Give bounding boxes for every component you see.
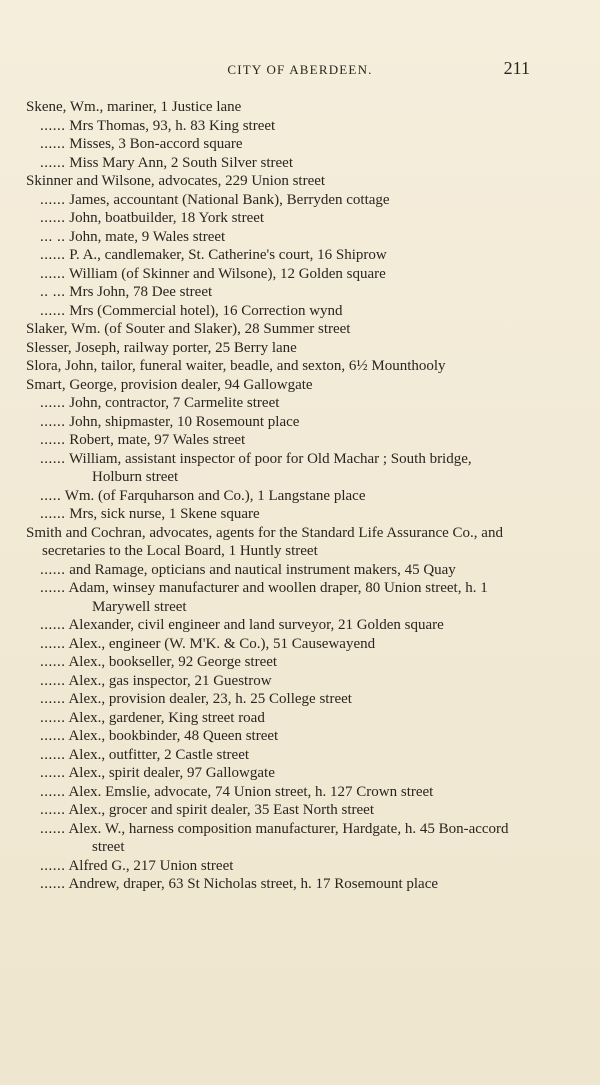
- ditto-leader: ......: [40, 672, 66, 689]
- directory-subentry: [26, 154, 516, 173]
- directory-subentry: [26, 135, 516, 154]
- directory-entry: [26, 339, 516, 358]
- ditto-leader: ......: [40, 117, 66, 134]
- directory-entry: [26, 320, 516, 339]
- directory-entry: [26, 524, 516, 561]
- ditto-leader: ......: [40, 450, 66, 467]
- entry-text: P. A., candlemaker, St. Catherine's court, 16 Shiprow: [69, 247, 387, 263]
- directory-subentry: [26, 561, 516, 580]
- directory-subentry: [26, 487, 516, 506]
- directory-subentry: [26, 764, 516, 783]
- entry-text: Robert, mate, 97 Wales street: [69, 432, 246, 448]
- ditto-leader: ......: [40, 728, 66, 744]
- directory-subentry: [26, 413, 516, 432]
- running-title: CITY OF ABERDEEN.: [227, 62, 373, 77]
- directory-subentry: [26, 820, 516, 857]
- entry-text: Adam, winsey manufacturer and woollen draper, 80 Union street, h. 1 Marywell street: [68, 580, 488, 615]
- entry-text: John, contractor, 7 Carmelite street: [69, 395, 280, 411]
- directory-subentry: [26, 690, 516, 709]
- directory-subentry: [26, 246, 516, 265]
- entry-text: Mrs John, 78 Dee street: [69, 284, 213, 300]
- directory-subentry: [26, 801, 516, 820]
- directory-subentry: [26, 616, 516, 635]
- entry-text: Andrew, draper, 63 St Nicholas street, h. 17 Rosemount place: [68, 876, 439, 892]
- entry-text: Skinner and Wilsone, advocates, 229 Union street: [26, 173, 326, 189]
- ditto-leader: ......: [40, 506, 66, 522]
- entry-text: Alex., engineer (W. M'K. & Co.), 51 Causewayend: [68, 635, 376, 652]
- directory-subentry: [26, 450, 516, 487]
- directory-entries: [26, 98, 516, 894]
- entry-text: Miss Mary Ann, 2 South Silver street: [69, 154, 293, 171]
- ditto-leader: ......: [40, 876, 66, 892]
- entry-text: John, boatbuilder, 18 York street: [69, 210, 265, 226]
- entry-text: James, accountant (National Bank), Berryden cottage: [69, 191, 390, 208]
- directory-subentry: [26, 302, 516, 321]
- entry-text: Alex., provision dealer, 23, h. 25 College street: [68, 691, 352, 707]
- ditto-leader: ......: [40, 154, 66, 171]
- directory-subentry: [26, 635, 516, 654]
- ditto-leader: ......: [40, 691, 66, 707]
- entry-text: William (of Skinner and Wilsone), 12 Golden square: [68, 265, 386, 282]
- ditto-leader: .....: [40, 487, 62, 504]
- entry-text: and Ramage, opticians and nautical instrument makers, 45 Quay: [69, 561, 456, 578]
- entry-text: Alex., spirit dealer, 97 Gallowgate: [68, 765, 275, 781]
- ditto-leader: ......: [40, 136, 66, 152]
- directory-entry: [26, 357, 516, 376]
- entry-text: Wm. (of Farquharson and Co.), 1 Langstane place: [64, 487, 366, 504]
- ditto-leader: ......: [40, 820, 66, 837]
- entry-text: Misses, 3 Bon-accord square: [69, 136, 243, 152]
- ditto-leader: ......: [40, 413, 66, 430]
- entry-text: Mrs Thomas, 93, h. 83 King street: [69, 117, 276, 134]
- directory-subentry: [26, 653, 516, 672]
- directory-subentry: [26, 209, 516, 228]
- entry-text: Alex. W., harness composition manufacturer, Hardgate, h. 45 Bon-accord street: [68, 820, 509, 855]
- directory-subentry: [26, 431, 516, 450]
- directory-subentry: [26, 191, 516, 210]
- entry-text: Alex., bookbinder, 48 Queen street: [68, 728, 279, 744]
- ditto-leader: ......: [40, 191, 66, 208]
- ditto-leader: ......: [40, 395, 66, 411]
- ditto-leader: ......: [40, 432, 66, 448]
- ditto-leader: ......: [40, 265, 66, 282]
- entry-text: Slaker, Wm. (of Souter and Slaker), 28 Summer street: [26, 321, 351, 337]
- entry-text: John, mate, 9 Wales street: [69, 228, 226, 245]
- entry-text: Alfred G., 217 Union street: [68, 857, 234, 874]
- entry-text: Alexander, civil engineer and land surveyor, 21 Golden square: [68, 617, 444, 633]
- directory-subentry: [26, 875, 516, 894]
- entry-text: Smart, George, provision dealer, 94 Gallowgate: [26, 376, 313, 393]
- ditto-leader: ......: [40, 635, 66, 652]
- ditto-leader: ... ..: [40, 228, 66, 245]
- entry-text: Slesser, Joseph, railway porter, 25 Berry lane: [26, 339, 297, 356]
- entry-text: Alex., gardener, King street road: [68, 709, 265, 726]
- directory-entry: [26, 172, 516, 191]
- directory-entry: [26, 98, 516, 117]
- entry-text: Slora, John, tailor, funeral waiter, beadle, and sexton, 6½ Mounthooly: [26, 358, 446, 374]
- directory-entry: [26, 376, 516, 395]
- entry-text: Alex., grocer and spirit dealer, 35 East North street: [68, 802, 374, 818]
- ditto-leader: ......: [40, 247, 66, 263]
- directory-subentry: [26, 265, 516, 284]
- entry-text: Mrs (Commercial hotel), 16 Correction wynd: [69, 302, 343, 319]
- ditto-leader: ......: [40, 617, 66, 633]
- ditto-leader: ......: [40, 746, 66, 763]
- entry-text: Smith and Cochran, advocates, agents for the Standard Life Assurance Co., and secretaries to the Local Board, 1 Huntly street: [26, 524, 503, 559]
- directory-subentry: [26, 283, 516, 302]
- directory-subentry: [26, 783, 516, 802]
- ditto-leader: ......: [40, 783, 66, 800]
- directory-subentry: [26, 505, 516, 524]
- entry-text: Alex. Emslie, advocate, 74 Union street, h. 127 Crown street: [68, 783, 434, 800]
- ditto-leader: ......: [40, 765, 66, 781]
- directory-subentry: [26, 746, 516, 765]
- entry-text: Alex., bookseller, 92 George street: [68, 654, 278, 670]
- directory-subentry: [26, 727, 516, 746]
- ditto-leader: ......: [40, 580, 66, 596]
- directory-subentry: [26, 857, 516, 876]
- page-number: 211: [503, 58, 530, 78]
- ditto-leader: ......: [40, 210, 66, 226]
- page-header: [0, 58, 600, 84]
- ditto-leader: ......: [40, 561, 66, 578]
- ditto-leader: ......: [40, 709, 66, 726]
- entry-text: Mrs, sick nurse, 1 Skene square: [69, 506, 260, 522]
- directory-subentry: [26, 394, 516, 413]
- ditto-leader: .. ...: [40, 284, 66, 300]
- directory-subentry: [26, 709, 516, 728]
- entry-text: Alex., outfitter, 2 Castle street: [68, 746, 250, 763]
- ditto-leader: ......: [40, 302, 66, 319]
- ditto-leader: ......: [40, 802, 66, 818]
- entry-text: John, shipmaster, 10 Rosemount place: [69, 413, 300, 430]
- entry-text: Skene, Wm., mariner, 1 Justice lane: [26, 99, 242, 115]
- ditto-leader: ......: [40, 654, 66, 670]
- ditto-leader: ......: [40, 857, 66, 874]
- entry-text: Alex., gas inspector, 21 Guestrow: [68, 672, 272, 689]
- directory-subentry: [26, 117, 516, 136]
- directory-subentry: [26, 228, 516, 247]
- entry-text: William, assistant inspector of poor for Old Machar ; South bridge, Holburn street: [68, 450, 472, 485]
- directory-subentry: [26, 579, 516, 616]
- directory-subentry: [26, 672, 516, 691]
